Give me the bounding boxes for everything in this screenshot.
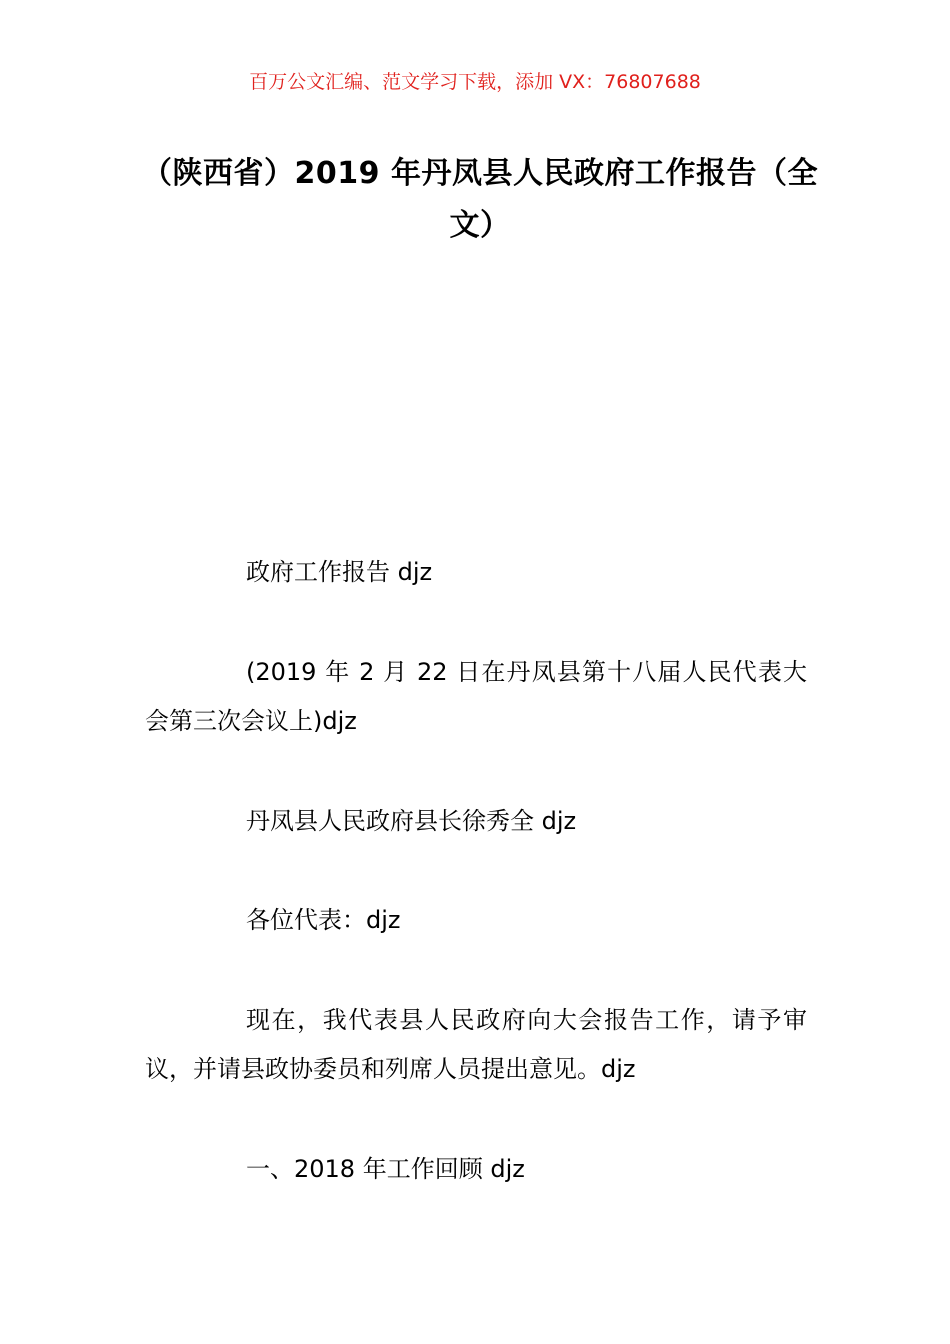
promo-header-note: 百万公文汇编、范文学习下载，添加 VX：76807688 [249, 71, 701, 93]
paragraph-meeting-date: (2019 年 2 月 22 日在丹凤县第十八届人民代表大会第三次会议上)djz [145, 658, 807, 735]
paragraph-report-label: 政府工作报告 djz [246, 558, 433, 586]
paragraph-salutation: 各位代表：djz [246, 906, 401, 934]
section-heading-review: 一、2018 年工作回顾 djz [246, 1155, 525, 1183]
paragraph-opening: 现在，我代表县人民政府向大会报告工作，请予审议，并请县政协委员和列席人员提出意见。djz [145, 1006, 807, 1083]
document-title: （陕西省）2019 年丹凤县人民政府工作报告（全文） [142, 156, 818, 243]
paragraph-speaker: 丹凤县人民政府县长徐秀全 djz [246, 807, 577, 835]
